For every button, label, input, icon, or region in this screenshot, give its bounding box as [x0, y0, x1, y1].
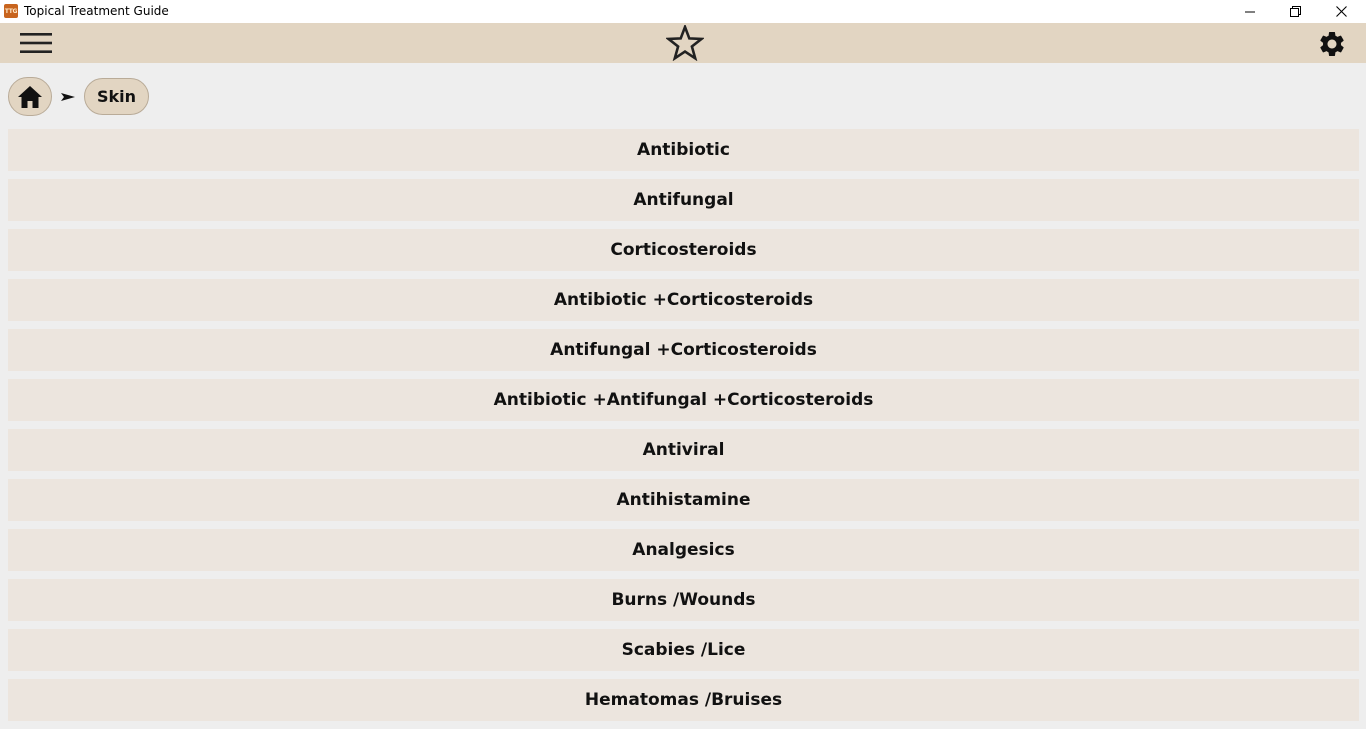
category-item-antibiotic[interactable]: Antibiotic: [8, 129, 1359, 171]
category-item-antibiotic-corticosteroids[interactable]: Antibiotic +Corticosteroids: [8, 279, 1359, 321]
app-icon-text: TTG: [4, 7, 18, 15]
category-list: [8, 129, 1359, 729]
close-button[interactable]: [1318, 0, 1364, 23]
star-outline-icon: [666, 25, 704, 61]
restore-icon: [1290, 6, 1301, 17]
favorites-button[interactable]: [666, 25, 704, 61]
breadcrumb-separator: [52, 77, 84, 116]
arrow-right-icon: [61, 92, 75, 102]
category-item-antiviral[interactable]: Antiviral: [8, 429, 1359, 471]
menu-button[interactable]: [20, 31, 52, 55]
minimize-button[interactable]: [1227, 0, 1273, 23]
window-titlebar[interactable]: [0, 0, 1366, 23]
category-item-antifungal[interactable]: Antifungal: [8, 179, 1359, 221]
category-item-analgesics[interactable]: Analgesics: [8, 529, 1359, 571]
menu-icon: [20, 31, 52, 55]
window-title: Topical Treatment Guide: [24, 4, 169, 18]
home-icon: [17, 85, 43, 109]
category-item-antihistamine[interactable]: Antihistamine: [8, 479, 1359, 521]
category-item-antibiotic-antifungal-corticosteroids[interactable]: Antibiotic +Antifungal +Corticosteroids: [8, 379, 1359, 421]
minimize-icon: [1245, 7, 1255, 17]
close-icon: [1336, 6, 1347, 17]
gear-icon: [1317, 29, 1347, 59]
breadcrumb-current[interactable]: Skin: [84, 78, 149, 115]
category-item-corticosteroids[interactable]: Corticosteroids: [8, 229, 1359, 271]
category-item-burns-wounds[interactable]: Burns /Wounds: [8, 579, 1359, 621]
settings-button[interactable]: [1315, 28, 1349, 60]
breadcrumb-home-button[interactable]: [8, 77, 52, 116]
breadcrumb: [8, 77, 149, 116]
category-item-scabies-lice[interactable]: Scabies /Lice: [8, 629, 1359, 671]
category-item-antifungal-corticosteroids[interactable]: Antifungal +Corticosteroids: [8, 329, 1359, 371]
category-item-hematomas-bruises[interactable]: Hematomas /Bruises: [8, 679, 1359, 721]
restore-button[interactable]: [1272, 0, 1318, 23]
app-bar: [0, 23, 1366, 63]
app-icon: [4, 4, 18, 18]
